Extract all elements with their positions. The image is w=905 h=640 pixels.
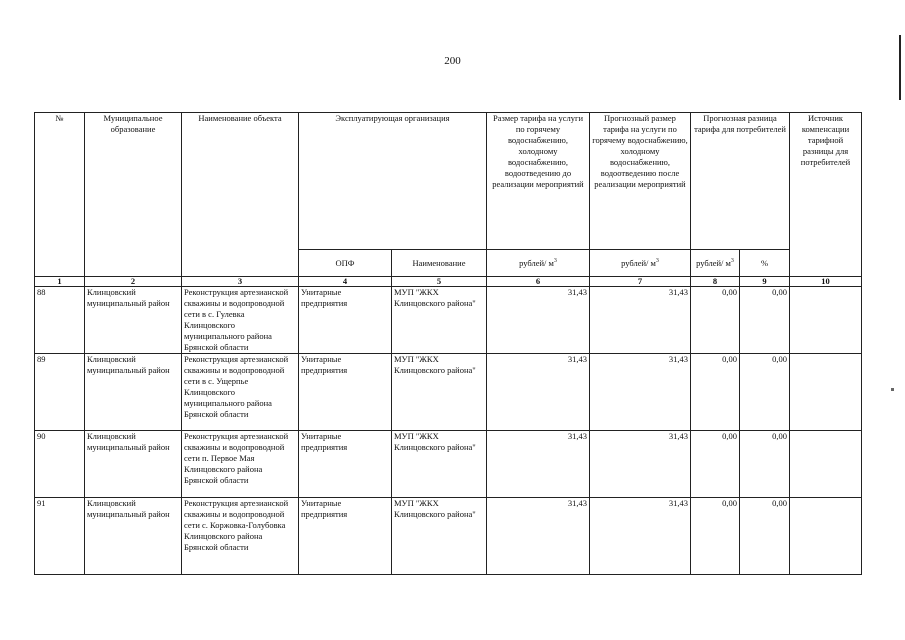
cell-org: МУП "ЖКХ Клинцовского района" xyxy=(392,498,487,575)
cell-opf: Унитарные предприятия xyxy=(299,287,392,354)
header-row xyxy=(35,113,862,250)
cell-source xyxy=(790,354,862,431)
table-row xyxy=(35,287,862,354)
header-source: Источник компенсации тарифной разницы для потребителей xyxy=(790,113,862,277)
cell-object: Реконструкция артезианской скважины и водопроводной сети в с. Ущерпье Клинцовского муниципального района Брянской области xyxy=(182,354,299,431)
cell-diff-rub: 0,00 xyxy=(691,354,740,431)
scan-edge-mark xyxy=(899,35,901,100)
subheader-unit-6: рублей/ $м^3$ xyxy=(487,250,590,277)
col-index: 4 xyxy=(299,277,392,287)
col-index: 8 xyxy=(691,277,740,287)
cell-tariff-before: 31,43 xyxy=(487,431,590,498)
col-index: 9 xyxy=(740,277,790,287)
header-tariff-before: Размер тарифа на услуги по горячему водоснабжению, холодному водоснабжению, водоотведению до реализации мероприятий xyxy=(487,113,590,250)
cell-tariff-before: 31,43 xyxy=(487,354,590,431)
col-index: 3 xyxy=(182,277,299,287)
cell-diff-rub: 0,00 xyxy=(691,287,740,354)
cell-tariff-after: 31,43 xyxy=(590,354,691,431)
header-diff: Прогнозная разница тарифа для потребителей xyxy=(691,113,790,250)
cell-object: Реконструкция артезианской скважины и водопроводной сети в с. Гулевка Клинцовского муниципального района Брянской области xyxy=(182,287,299,354)
table-row xyxy=(35,431,862,498)
cell-source xyxy=(790,287,862,354)
cell-no: 88 xyxy=(35,287,85,354)
subheader-name: Наименование xyxy=(392,250,487,277)
table-row xyxy=(35,354,862,431)
header-no: № xyxy=(35,113,85,277)
cell-diff-rub: 0,00 xyxy=(691,431,740,498)
header-object: Наименование объекта xyxy=(182,113,299,277)
cell-no: 91 xyxy=(35,498,85,575)
cell-org: МУП "ЖКХ Клинцовского района" xyxy=(392,431,487,498)
cell-tariff-before: 31,43 xyxy=(487,498,590,575)
col-index: 6 xyxy=(487,277,590,287)
cell-tariff-before: 31,43 xyxy=(487,287,590,354)
cell-diff-pct: 0,00 xyxy=(740,498,790,575)
cell-org: МУП "ЖКХ Клинцовского района" xyxy=(392,287,487,354)
cell-tariff-after: 31,43 xyxy=(590,498,691,575)
tariff-table xyxy=(34,112,862,575)
page-number: 200 xyxy=(444,55,461,67)
header-operator: Эксплуатирующая организация xyxy=(299,113,487,250)
cell-object: Реконструкция артезианской скважины и водопроводной сети с. Коржовка-Голубовка Клинцовского района Брянской области xyxy=(182,498,299,575)
scan-speck xyxy=(891,388,894,391)
col-index: 5 xyxy=(392,277,487,287)
cell-municipality: Клинцовский муниципальный район xyxy=(85,498,182,575)
column-index-row xyxy=(35,277,862,287)
cell-opf: Унитарные предприятия xyxy=(299,498,392,575)
cell-diff-pct: 0,00 xyxy=(740,354,790,431)
cell-tariff-after: 31,43 xyxy=(590,431,691,498)
cell-diff-pct: 0,00 xyxy=(740,431,790,498)
subheader-unit-8: рублей/ $м^3$ xyxy=(691,250,740,277)
cell-org: МУП "ЖКХ Клинцовского района" xyxy=(392,354,487,431)
cell-municipality: Клинцовский муниципальный район xyxy=(85,431,182,498)
cell-object: Реконструкция артезианской скважины и водопроводной сети п. Первое Мая Клинцовского района Брянской области xyxy=(182,431,299,498)
col-index: 7 xyxy=(590,277,691,287)
cell-source xyxy=(790,498,862,575)
subheader-unit-7: рублей/ $м^3$ xyxy=(590,250,691,277)
header-municipality: Муниципальное образование xyxy=(85,113,182,277)
cell-opf: Унитарные предприятия xyxy=(299,431,392,498)
cell-diff-pct: 0,00 xyxy=(740,287,790,354)
header-tariff-after: Прогнозный размер тарифа на услуги по горячему водоснабжению, холодному водоснабжению, водоотведению после реализации мероприятий xyxy=(590,113,691,250)
cell-source xyxy=(790,431,862,498)
subheader-opf: ОПФ xyxy=(299,250,392,277)
col-index: 10 xyxy=(790,277,862,287)
cell-tariff-after: 31,43 xyxy=(590,287,691,354)
col-index: 2 xyxy=(85,277,182,287)
cell-no: 89 xyxy=(35,354,85,431)
cell-municipality: Клинцовский муниципальный район xyxy=(85,354,182,431)
table-row xyxy=(35,498,862,575)
cell-opf: Унитарные предприятия xyxy=(299,354,392,431)
subheader-percent: % xyxy=(740,250,790,277)
col-index: 1 xyxy=(35,277,85,287)
cell-municipality: Клинцовский муниципальный район xyxy=(85,287,182,354)
cell-no: 90 xyxy=(35,431,85,498)
cell-diff-rub: 0,00 xyxy=(691,498,740,575)
